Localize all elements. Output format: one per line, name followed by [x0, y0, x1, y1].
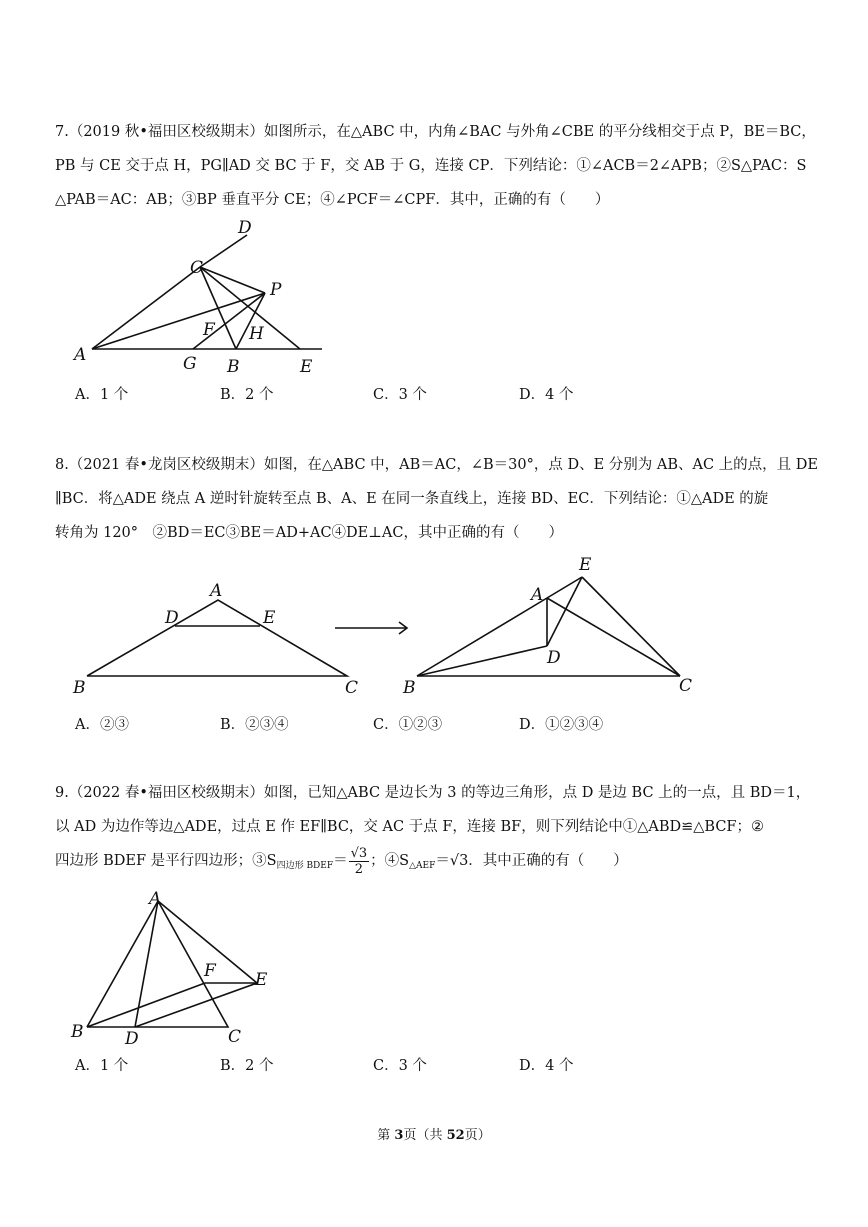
q9-line3-part-a: 四边形 BDEF 是平行四边形；③S: [55, 853, 277, 869]
q9-option-b[interactable]: B．2 个: [220, 1058, 274, 1074]
q9-fraction-numerator: √3: [350, 845, 368, 861]
q9-label-F: F: [204, 961, 216, 981]
q8-right-label-E: E: [579, 555, 592, 575]
q7-text-line-1: 7.（2019 秋•福田区校级期末）如图所示，在△ABC 中，内角∠BAC 与外角∠CBE 的平分线相交于点 P，BE＝BC，: [55, 124, 816, 140]
q9-option-a[interactable]: A．1 个: [75, 1058, 129, 1074]
q9-line3-part-c: ＝√3．其中正确的有（ ）: [435, 853, 628, 869]
q8-left-label-D: D: [165, 608, 179, 628]
q7-label-G: G: [183, 354, 197, 374]
question-8: [55, 448, 825, 550]
q7-label-C: C: [190, 258, 204, 278]
q8-left-label-E: E: [263, 608, 276, 628]
q8-right-label-C: C: [679, 676, 693, 696]
q7-text-line-3: △PAB＝AC：AB；③BP 垂直平分 CE；④∠PCF＝∠CPF．其中，正确的有（ ）: [55, 192, 610, 208]
q9-text-line-2: 以 AD 为边作等边△ADE，过点 E 作 EF∥BC，交 AC 于点 F，连接 BF，则下列结论中①△ABD≌△BCF；②: [55, 819, 764, 835]
q7-label-E: E: [300, 357, 313, 377]
q9-fraction: [349, 846, 370, 877]
q8-left-label-C: C: [345, 678, 359, 698]
q9-label-A: A: [149, 889, 162, 909]
q9-fraction-denominator: 2: [354, 861, 364, 877]
q7-label-H: H: [249, 324, 264, 344]
q9-option-c[interactable]: C．3 个: [373, 1058, 427, 1074]
q7-options: [75, 383, 715, 407]
question-9: [55, 776, 825, 878]
q9-options: [75, 1054, 715, 1078]
q9-label-B: B: [71, 1022, 84, 1042]
q8-right-label-A: A: [531, 585, 544, 605]
q9-line3-subscript: 四边形 BDEF: [276, 861, 334, 871]
q7-label-A: A: [74, 345, 87, 365]
footer-total-pages: 52: [446, 1128, 465, 1143]
page-footer: [0, 1124, 868, 1143]
q9-option-d[interactable]: D．4 个: [519, 1058, 574, 1074]
q8-figure-original: [65, 578, 370, 698]
q8-figure-rotated: [395, 553, 705, 698]
q7-label-F: F: [203, 320, 215, 340]
footer-suffix: 页）: [464, 1128, 491, 1143]
q8-text-line-1: 8.（2021 春•龙岗区校级期末）如图，在△ABC 中，AB＝AC，∠B＝30°，点 D、E 分别为 AB、AC 上的点，且 DE: [55, 457, 819, 473]
q9-figure: [65, 888, 280, 1053]
footer-prefix: 第: [377, 1128, 395, 1143]
q9-line3-subscript-2: △AEF: [409, 861, 436, 871]
q8-left-label-B: B: [73, 678, 86, 698]
q7-option-d[interactable]: D．4 个: [519, 387, 574, 403]
question-7: [55, 115, 825, 217]
q9-label-D: D: [125, 1029, 139, 1049]
q9-line3-equals: ＝: [333, 853, 348, 869]
q8-text-line-2: ∥BC．将△ADE 绕点 A 逆时针旋转至点 B、A、E 在同一条直线上，连接 BD、EC．下列结论：①△ADE 的旋: [55, 491, 769, 507]
q7-option-c[interactable]: C．3 个: [373, 387, 427, 403]
q8-left-label-A: A: [210, 581, 223, 601]
q8-option-a[interactable]: A．②③: [75, 717, 129, 733]
q9-label-E: E: [255, 970, 268, 990]
q9-text-line-1: 9.（2022 春•福田区校级期末）如图，已知△ABC 是边长为 3 的等边三角形，点 D 是边 BC 上的一点，且 BD＝1，: [55, 785, 811, 801]
q7-label-B: B: [227, 357, 240, 377]
q8-options: [75, 713, 715, 737]
q7-option-a[interactable]: A．1 个: [75, 387, 129, 403]
q7-option-b[interactable]: B．2 个: [220, 387, 274, 403]
q7-text-line-2: PB 与 CE 交于点 H，PG∥AD 交 BC 于 F，交 AB 于 G，连接 CP．下列结论：①∠ACB＝2∠APB；②S△PAC：S: [55, 158, 807, 174]
footer-middle: 页（共: [403, 1128, 447, 1143]
q7-label-D: D: [238, 218, 252, 238]
q9-line3-part-b: ；④S: [370, 853, 410, 869]
q8-option-c[interactable]: C．①②③: [373, 717, 443, 733]
q8-option-d[interactable]: D．①②③④: [519, 717, 604, 733]
q8-right-label-D: D: [547, 648, 561, 668]
q9-text-line-3: [55, 844, 825, 878]
q9-label-C: C: [228, 1027, 242, 1047]
q7-label-P: P: [270, 280, 282, 300]
q8-text-line-3: 转角为 120° ②BD＝EC③BE＝AD+AC④DE⊥AC，其中正确的有（ ）: [55, 525, 563, 541]
q7-figure: [60, 215, 340, 380]
footer-page-number: 3: [394, 1128, 404, 1143]
q8-right-label-B: B: [403, 678, 416, 698]
q8-option-b[interactable]: B．②③④: [220, 717, 289, 733]
